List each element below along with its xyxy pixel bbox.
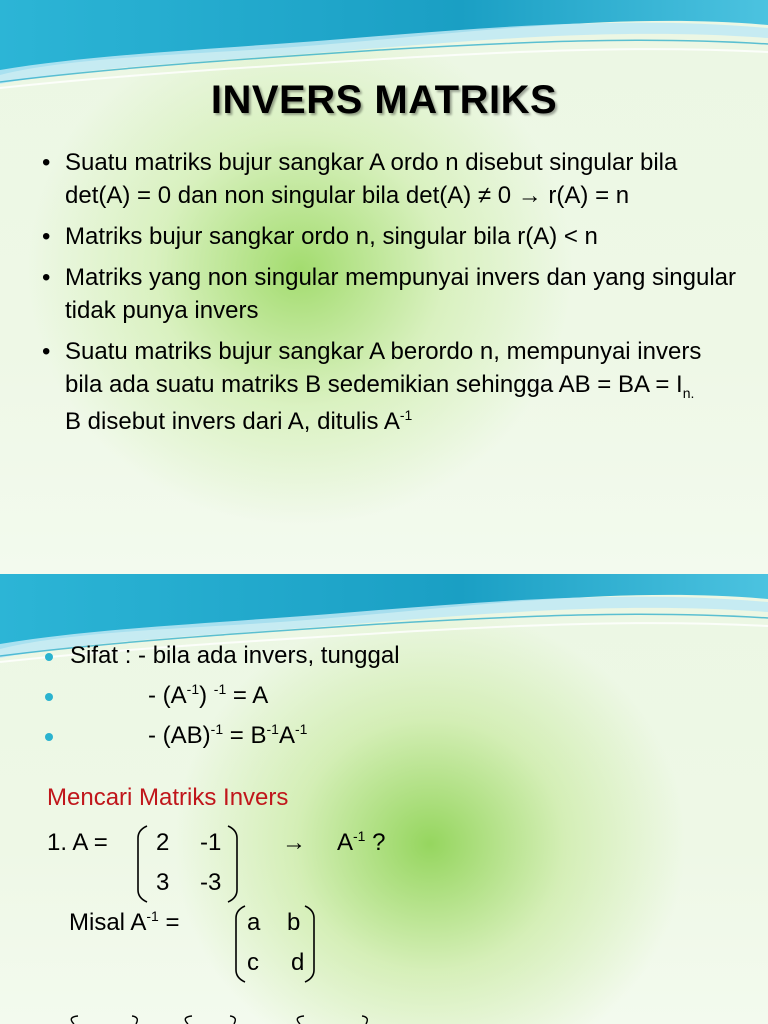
property-text: ) <box>199 682 214 709</box>
matrix-a-cell: -1 <box>200 829 222 856</box>
matrix-b-cell: a <box>247 909 261 936</box>
bullet-text: Matriks bujur sangkar ordo n, singular bila r(A) < n <box>65 223 598 250</box>
property-lead: Sifat : <box>70 642 139 669</box>
matrix-b-cell: d <box>291 949 305 976</box>
property-item <box>40 636 400 676</box>
question-text: ? <box>365 829 386 856</box>
superscript: -1 <box>186 681 200 697</box>
matrix-a-cell: 3 <box>156 869 170 896</box>
property-text: - bila ada invers, tunggal <box>138 642 400 669</box>
subscript: n. <box>682 384 695 401</box>
property-item <box>40 716 400 756</box>
target-expression <box>337 829 385 857</box>
bullet-dot <box>45 733 53 741</box>
equals-text: = <box>158 909 180 936</box>
matrix-right-bracket <box>226 824 240 904</box>
bullet-dot: • <box>42 223 51 250</box>
bullet-item <box>40 335 740 401</box>
matrix-b-cell: b <box>287 909 301 936</box>
target-text: A <box>337 829 354 856</box>
property-item <box>40 676 400 716</box>
property-text: - (A <box>148 682 187 709</box>
matrix-b-cell: c <box>247 949 259 976</box>
bullet-text: Suatu matriks bujur sangkar A berordo n, mempunyai invers bila ada suatu matriks B sedemikian sehingga AB = BA = I <box>65 338 702 398</box>
example-label: 1. A = <box>47 829 108 856</box>
bullet-text: Suatu matriks bujur sangkar A ordo n disebut singular bila det(A) = 0 dan non singular bila det(A) ≠ 0 → r(A) = n <box>65 149 678 209</box>
matrix-a-cell: -3 <box>200 869 222 896</box>
bullet-item <box>40 146 740 212</box>
bullet-item <box>40 261 740 327</box>
bullet-item <box>40 220 740 253</box>
matrix-left-bracket <box>135 824 149 904</box>
bullet-dot <box>45 653 53 661</box>
property-text: A <box>278 722 295 749</box>
bullet-dot <box>45 693 53 701</box>
bullet-dot: • <box>42 338 51 365</box>
matrix-left-bracket <box>233 904 247 984</box>
continuation-text: B disebut invers dari A, ditulis A <box>65 408 400 435</box>
slide-2 <box>0 574 768 1024</box>
bullet-dot: • <box>42 264 51 291</box>
superscript: -1 <box>213 681 227 697</box>
property-text: = B <box>223 722 267 749</box>
bullet-list <box>40 146 740 446</box>
matrix-a-cell: 2 <box>156 829 170 856</box>
superscript: -1 <box>210 721 224 737</box>
cutoff-brackets <box>62 1014 382 1024</box>
bullet-text: Matriks yang non singular mempunyai invers dan yang singular tidak punya invers <box>65 264 737 324</box>
superscript: -1 <box>146 908 159 924</box>
misal-expression <box>69 909 180 937</box>
superscript: -1 <box>294 721 308 737</box>
arrow-symbol: → <box>282 829 306 856</box>
property-text: - (AB) <box>148 722 211 749</box>
bullet-dot: • <box>42 149 51 176</box>
matrix-right-bracket <box>303 904 317 984</box>
property-list <box>40 636 400 756</box>
section-title: Mencari Matriks Invers <box>47 784 289 811</box>
superscript: -1 <box>353 828 366 844</box>
continuation-line <box>40 405 740 438</box>
superscript: -1 <box>399 407 413 423</box>
misal-text: Misal A <box>69 909 147 936</box>
property-text: = A <box>226 682 269 709</box>
slide-title: INVERS MATRIKS <box>210 78 558 122</box>
superscript: -1 <box>266 721 279 737</box>
